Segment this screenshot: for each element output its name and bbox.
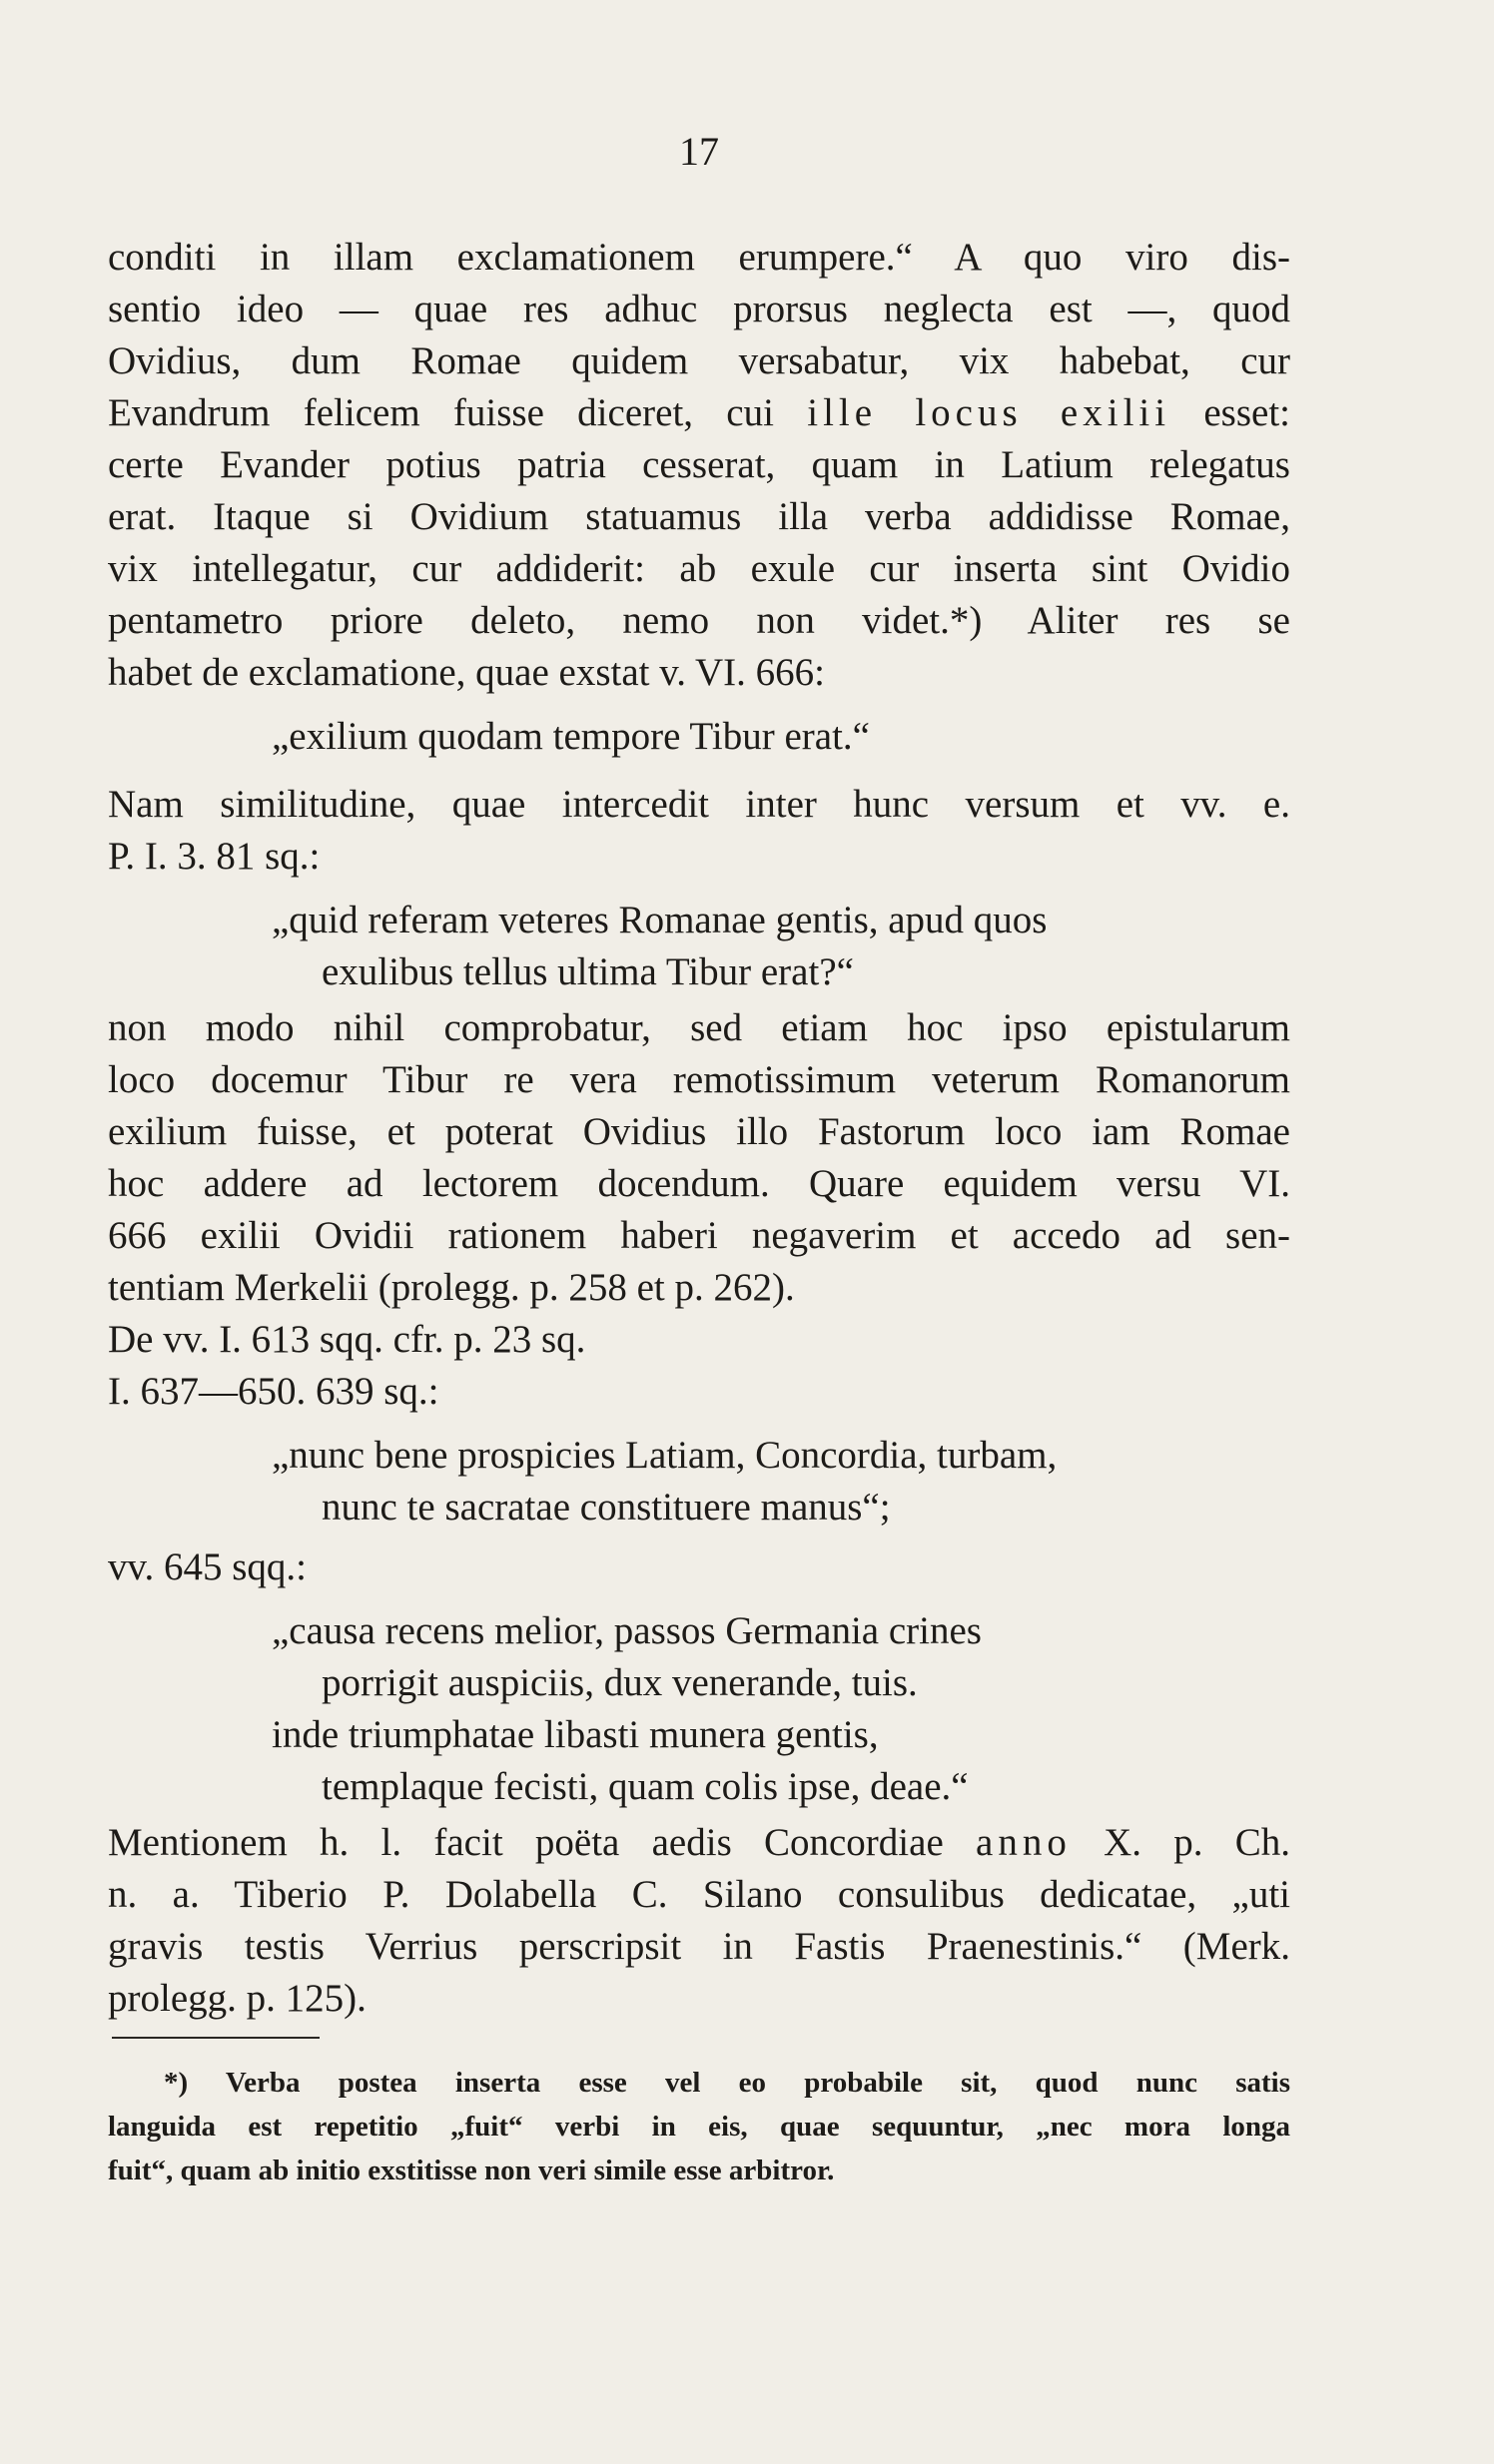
text-line [108,1817,1290,1869]
text-run: X. p. Ch. [1104,1821,1290,1864]
text-run: esset: [1203,391,1291,434]
text-line: P. I. 3. 81 sq.: [108,835,321,878]
spaced-emphasis: ille locus exilii [807,391,1171,434]
text-line: 666 exilii Ovidii rationem haberi negaverim et accedo ad sen- [108,1214,1290,1257]
text-line [108,387,1290,439]
footnote-line: languida est repetitio „fuit“ verbi in eis, quae sequuntur, „nec mora longa [108,2111,1290,2143]
quote-line: templaque fecisti, quam colis ipse, deae.“ [322,1765,969,1808]
spaced-emphasis: anno [976,1821,1072,1864]
text-line: pentametro priore deleto, nemo non videt.*) Aliter res se [108,599,1290,642]
quote-line: exulibus tellus ultima Tibur erat?“ [322,950,854,993]
footnote-rule [112,2037,320,2039]
text-line: Ovidius, dum Romae quidem versabatur, vix habebat, cur [108,339,1290,382]
text-line: exilium fuisse, et poterat Ovidius illo Fastorum loco iam Romae [108,1110,1290,1153]
quote-line: nunc te sacratae constituere manus“; [322,1486,891,1529]
text-line: Nam similitudine, quae intercedit inter hunc versum et vv. e. [108,783,1290,826]
text-line: conditi in illam exclamationem erumpere.“ A quo viro dis- [108,236,1290,279]
text-line: tentiam Merkelii (prolegg. p. 258 et p. 262). [108,1266,795,1309]
text-line: non modo nihil comprobatur, sed etiam hoc ipso epistularum [108,1006,1290,1049]
text-line: loco docemur Tibur re vera remotissimum veterum Romanorum [108,1058,1290,1101]
text-line: sentio ideo — quae res adhuc prorsus neglecta est —, quod [108,288,1290,330]
text-line: I. 637—650. 639 sq.: [108,1370,439,1413]
text-line: De vv. I. 613 sqq. cfr. p. 23 sq. [108,1318,586,1361]
text-line: hoc addere ad lectorem docendum. Quare equidem versu VI. [108,1162,1290,1205]
footnote-line: fuit“, quam ab initio exstitisse non veri simile esse arbitror. [108,2155,835,2186]
text-line: prolegg. p. 125). [108,1977,367,2020]
text-run: Evandrum felicem fuisse diceret, cui [108,391,774,434]
text-run: Mentionem h. l. facit poëta aedis Concordiae [108,1821,944,1864]
footnote-line: *) Verba postea inserta esse vel eo probabile sit, quod nunc satis [164,2067,1290,2099]
quote-line: inde triumphatae libasti munera gentis, [272,1713,879,1756]
page-number: 17 [679,129,719,174]
quote-line: porrigit auspiciis, dux venerande, tuis. [322,1661,918,1704]
text-line: habet de exclamatione, quae exstat v. VI. 666: [108,651,825,694]
text-line: gravis testis Verrius perscripsit in Fastis Praenestinis.“ (Merk. [108,1925,1290,1968]
text-line: erat. Itaque si Ovidium statuamus illa verba addidisse Romae, [108,495,1290,538]
text-line: vix intellegatur, cur addiderit: ab exule cur inserta sint Ovidio [108,547,1290,590]
quote-line: „exilium quodam tempore Tibur erat.“ [272,715,870,758]
text-line: certe Evander potius patria cesserat, quam in Latium relegatus [108,443,1290,486]
text-line: n. a. Tiberio P. Dolabella C. Silano consulibus dedicatae, „uti [108,1873,1290,1916]
quote-line: „quid referam veteres Romanae gentis, apud quos [272,899,1048,941]
quote-line: „nunc bene prospicies Latiam, Concordia, turbam, [272,1434,1058,1477]
text-line: vv. 645 sqq.: [108,1545,307,1588]
quote-line: „causa recens melior, passos Germania crines [272,1609,982,1652]
